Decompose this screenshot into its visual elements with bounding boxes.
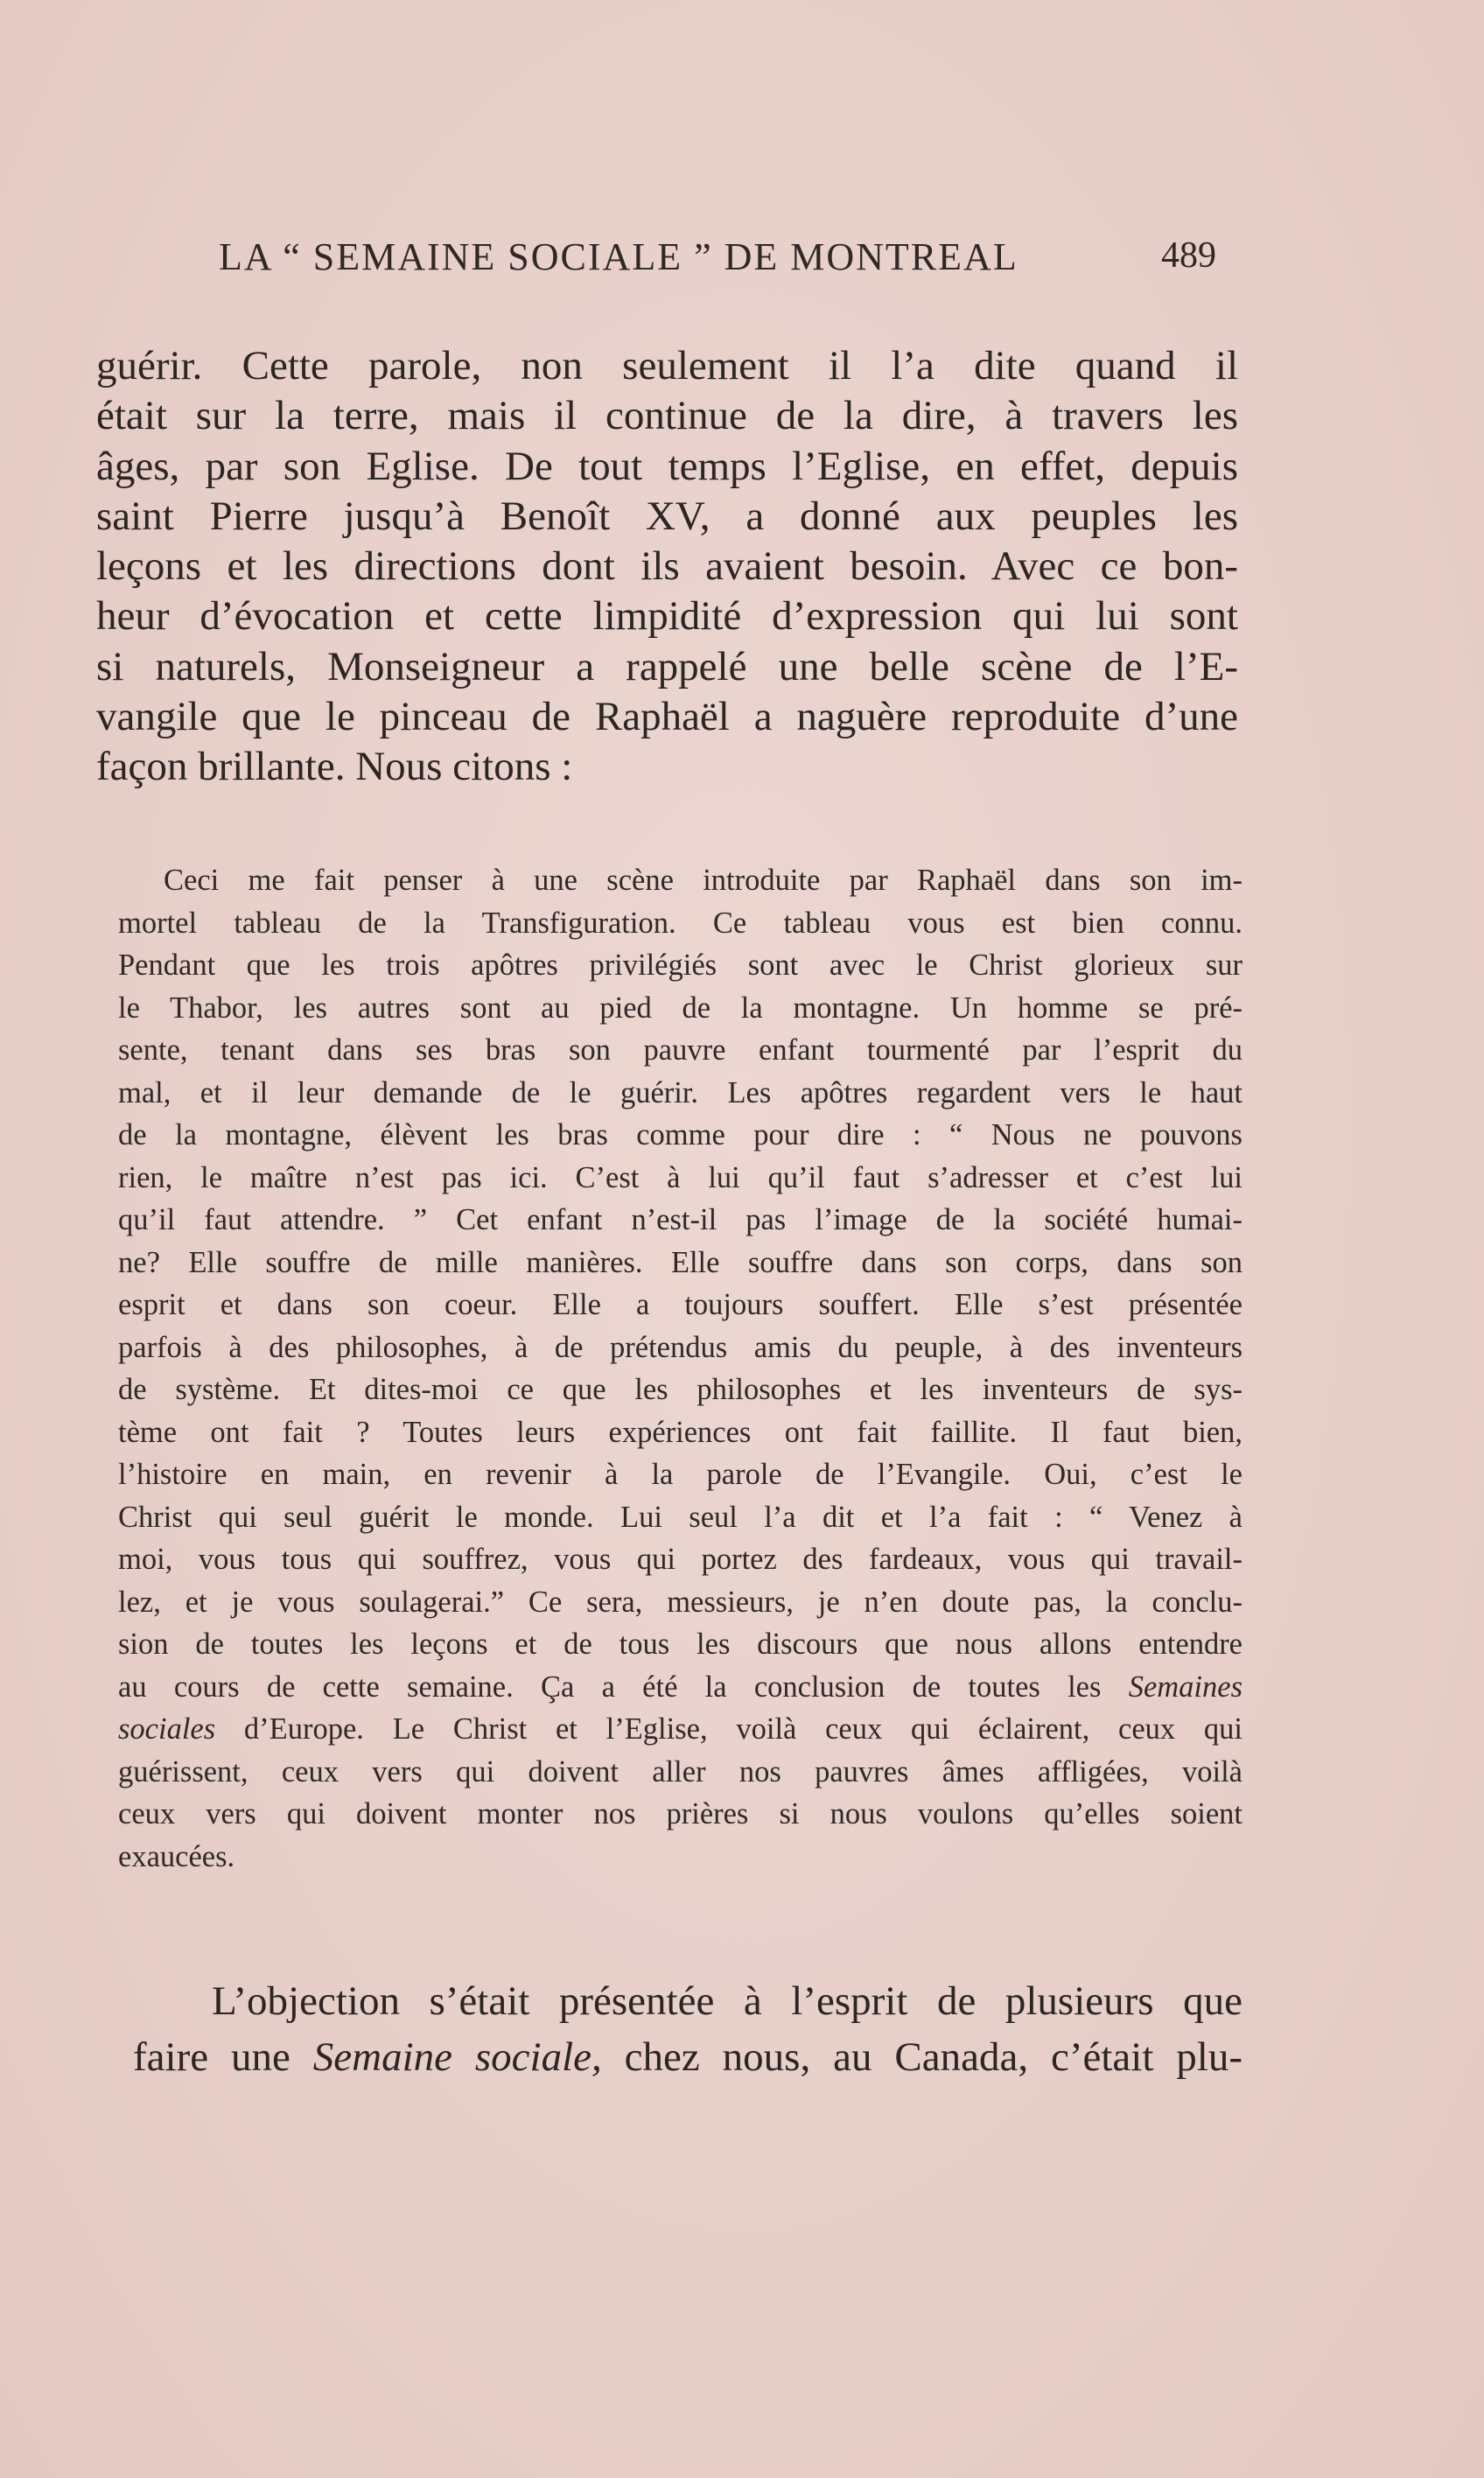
quote-line: rien, le maître n’est pas ici. C’est à lui qu’il faut s’adresser et c’est lui — [118, 1160, 1242, 1194]
quote-line: exaucées. — [118, 1839, 235, 1873]
text-line: leçons et les directions dont ils avaient besoin. Avec ce bon- — [96, 543, 1238, 590]
quote-line: l’histoire en main, en revenir à la parole de l’Evangile. Oui, c’est le — [118, 1458, 1242, 1491]
italic-term: Semaine sociale, — [312, 2034, 602, 2080]
text-line: était sur la terre, mais il continue de la dire, à travers les — [96, 393, 1238, 439]
text-line: heur d’évocation et cette limpidité d’expression qui lui sont — [96, 593, 1238, 640]
text-fragment: faire une — [133, 2034, 313, 2080]
quote-line — [118, 1708, 1242, 1751]
quote-line: sente, tenant dans ses bras son pauvre enfant tourmenté par l’esprit du — [118, 1033, 1242, 1067]
italic-term: Semaines — [1128, 1670, 1242, 1704]
text-line: si naturels, Monseigneur a rappelé une belle scène de l’E- — [96, 643, 1238, 690]
quote-line: mal, et il leur demande de le guérir. Les apôtres regardent vers le haut — [118, 1075, 1242, 1110]
text-line: saint Pierre jusqu’à Benoît XV, a donné aux peuples les — [96, 493, 1238, 539]
quote-text: d’Europe. Le Christ et l’Eglise, voilà ceux qui éclairent, ceux qui — [215, 1712, 1242, 1746]
block-quote — [118, 859, 1242, 1878]
text-line: guérir. Cette parole, non seulement il l’a dite quand il — [96, 343, 1238, 388]
text-line: L’objection s’était présentée à l’esprit de plusieurs que — [212, 1978, 1242, 2024]
quote-line: Ceci me fait penser à une scène introduite par Raphaël dans son im- — [164, 864, 1242, 897]
text-line: façon brillante. Nous citons : — [96, 744, 573, 790]
quote-line: ne? Elle souffre de mille manières. Elle souffre dans son corps, dans son — [118, 1245, 1242, 1279]
quote-line: sion de toutes les leçons et de tous les discours que nous allons entendre — [118, 1628, 1242, 1661]
quote-line: esprit et dans son coeur. Elle a toujours souffert. Elle s’est présentée — [118, 1288, 1242, 1321]
quote-line: guérissent, ceux vers qui doivent aller nos pauvres âmes affligées, voilà — [118, 1754, 1242, 1788]
quote-line: parfois à des philosophes, à de prétendus amis du peuple, à des inventeurs — [118, 1330, 1242, 1364]
text-line — [133, 2029, 1242, 2085]
quote-line: ceux vers qui doivent monter nos prières si nous voulons qu’elles soient — [118, 1797, 1242, 1830]
text-fragment: chez nous, au Canada, c’était plu- — [601, 2034, 1242, 2080]
quote-line: de système. Et dites-moi ce que les philosophes et les inventeurs de sys- — [118, 1373, 1242, 1406]
page-header — [219, 234, 1216, 287]
text-line: âges, par son Eglise. De tout temps l’Eglise, en effet, depuis — [96, 443, 1238, 489]
quote-line: de la montagne, élèvent les bras comme pour dire : “ Nous ne pouvons — [118, 1118, 1242, 1152]
page-number: 489 — [1161, 235, 1216, 276]
running-head: LA “ SEMAINE SOCIALE ” DE MONTREAL — [219, 235, 1018, 278]
text-line: vangile que le pinceau de Raphaël a naguère reproduite d’une — [96, 694, 1238, 740]
quote-line: Pendant que les trois apôtres privilégiés sont avec le Christ glorieux sur — [118, 948, 1242, 982]
quote-line: tème ont fait ? Toutes leurs expériences ont fait faillite. Il faut bien, — [118, 1415, 1242, 1449]
paragraph-2 — [133, 1973, 1242, 2085]
italic-term: sociales — [118, 1712, 216, 1746]
quote-text: au cours de cette semaine. Ça a été la conclusion de toutes les — [118, 1670, 1129, 1704]
quote-line — [118, 1666, 1242, 1709]
quote-line: qu’il faut attendre. ” Cet enfant n’est-il pas l’image de la société humai- — [118, 1203, 1242, 1236]
quote-line: lez, et je vous soulagerai.” Ce sera, messieurs, je n’en doute pas, la conclu- — [118, 1585, 1242, 1619]
quote-line: Christ qui seul guérit le monde. Lui seul l’a dit et l’a fait : “ Venez à — [118, 1500, 1242, 1534]
quote-line: moi, vous tous qui souffrez, vous qui portez des fardeaux, vous qui travail- — [118, 1543, 1242, 1576]
paragraph-1 — [96, 341, 1238, 793]
quote-line: mortel tableau de la Transfiguration. Ce tableau vous est bien connu. — [118, 906, 1242, 940]
quote-line: le Thabor, les autres sont au pied de la montagne. Un homme se pré- — [118, 990, 1242, 1025]
